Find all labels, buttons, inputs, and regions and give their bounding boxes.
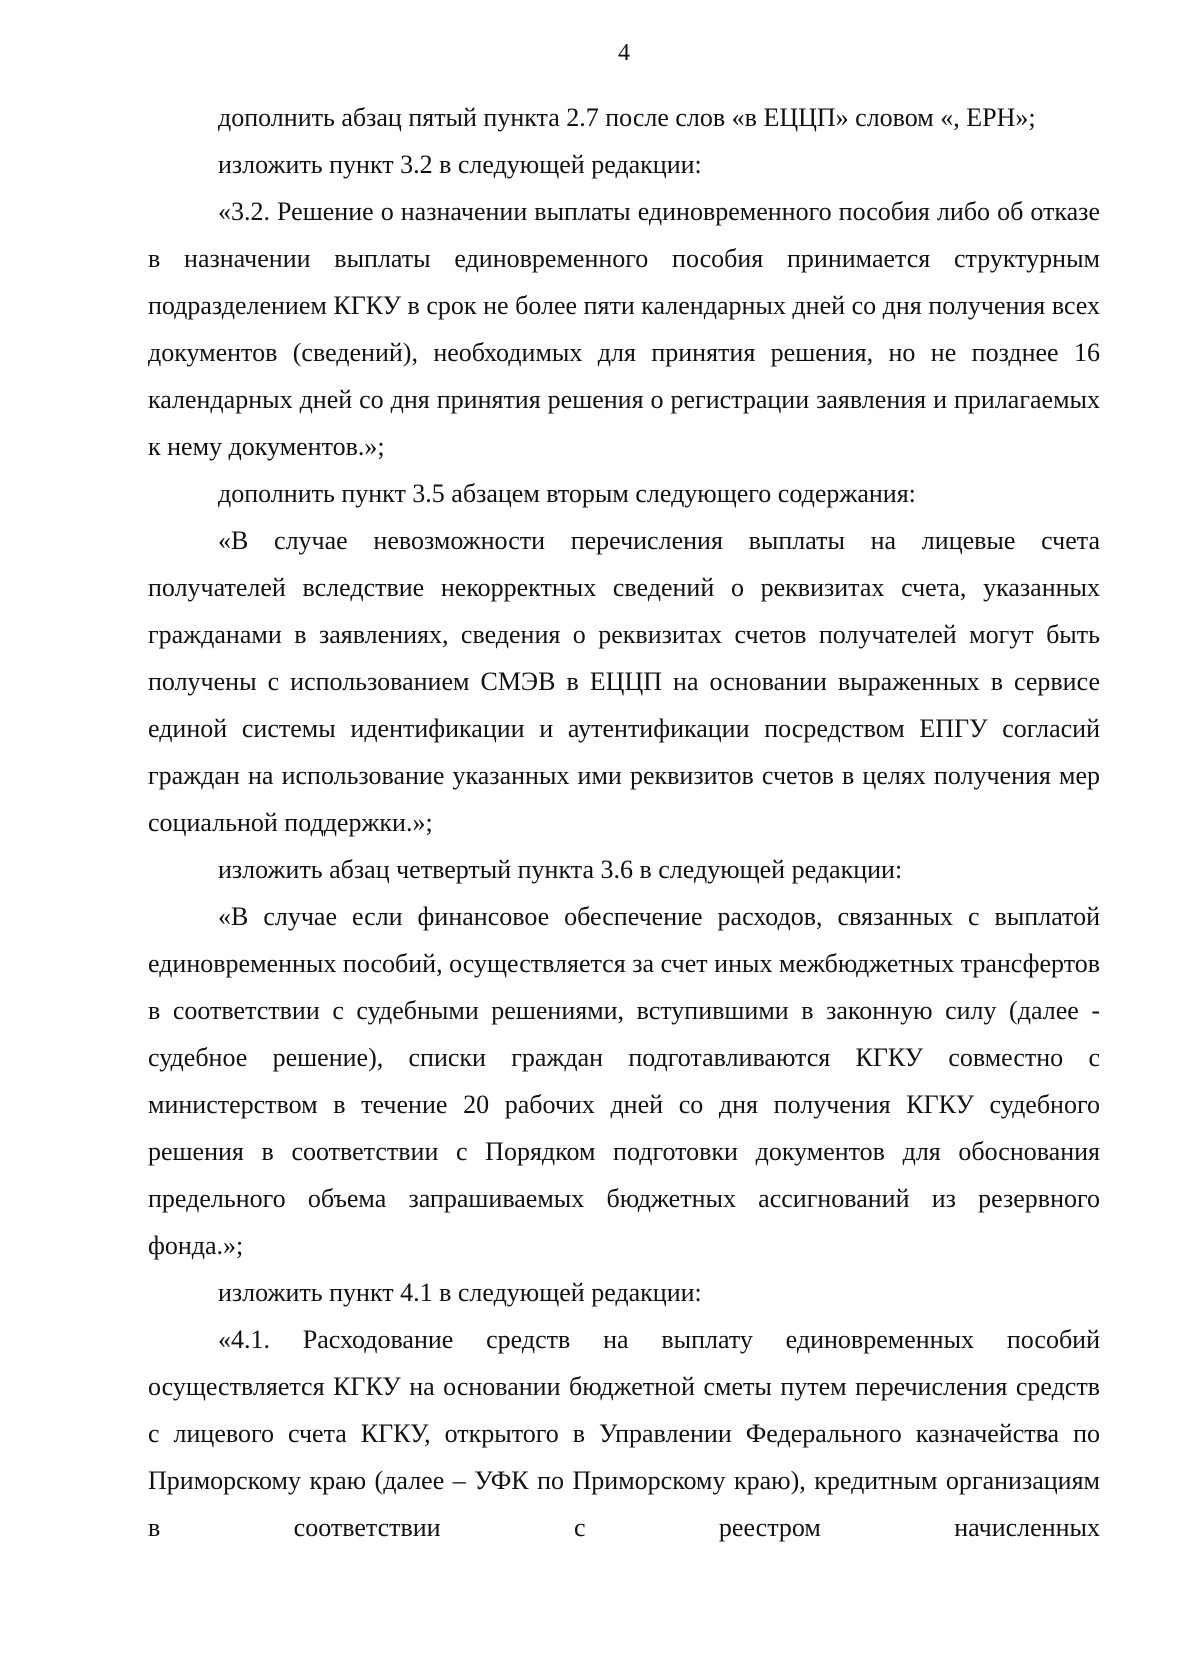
paragraph-intro-4-1: изложить пункт 4.1 в следующей редакции:	[218, 1278, 702, 1307]
paragraph-text-3-6: «В случае если финансовое обеспечение расходов, связанных с выплатой единовременных пособий, осуществляется за счет иных межбюджетных трансфертов в соответствии с судебными решениями, вступившими в законную силу (далее - судебное решение), списки граждан подготавливаются КГКУ совместно с министерством в течение 20 рабочих дней со дня получения КГКУ судебного решения в соответствии с Порядком подготовки документов для обоснования предельного объема запрашиваемых бюджетных ассигнований из резервного фонда.»;	[148, 902, 1100, 1260]
document-page	[148, 38, 1100, 1551]
paragraph-text-3-2: «3.2. Решение о назначении выплаты единовременного пособия либо об отказе в назначении выплаты единовременного пособия принимается структурным подразделением КГКУ в срок не более пяти календарных дней со дня получения всех документов (сведений), необходимых для принятия решения, но не позднее 16 календарных дней со дня принятия решения о регистрации заявления и прилагаемых к нему документов.»;	[148, 197, 1100, 461]
paragraph-text-3-5: «В случае невозможности перечисления выплаты на лицевые счета получателей вследствие некорректных сведений о реквизитах счета, указанных гражданами в заявлениях, сведения о реквизитах счетов получателей могут быть получены с использованием СМЭВ в ЕЦЦП на основании выраженных в сервисе единой системы идентификации и аутентификации посредством ЕПГУ согласий граждан на использование указанных ими реквизитов счетов в целях получения мер социальной поддержки.»;	[148, 526, 1100, 837]
paragraph-amend-2-7: дополнить абзац пятый пункта 2.7 после слов «в ЕЦЦП» словом «, ЕРН»;	[218, 103, 1036, 132]
paragraph-intro-3-5: дополнить пункт 3.5 абзацем вторым следующего содержания:	[218, 479, 916, 508]
paragraph-intro-3-6: изложить абзац четвертый пункта 3.6 в следующей редакции:	[218, 855, 903, 884]
paragraph-text-4-1: «4.1. Расходование средств на выплату единовременных пособий осуществляется КГКУ на основании бюджетной сметы путем перечисления средств с лицевого счета КГКУ, открытого в Управлении Федерального казначейства по Приморскому краю (далее – УФК по Приморскому краю), кредитным организациям в соответствии с реестром начисленных	[148, 1325, 1100, 1542]
paragraph-intro-3-2: изложить пункт 3.2 в следующей редакции:	[218, 150, 702, 179]
page-number: 4	[618, 40, 630, 66]
